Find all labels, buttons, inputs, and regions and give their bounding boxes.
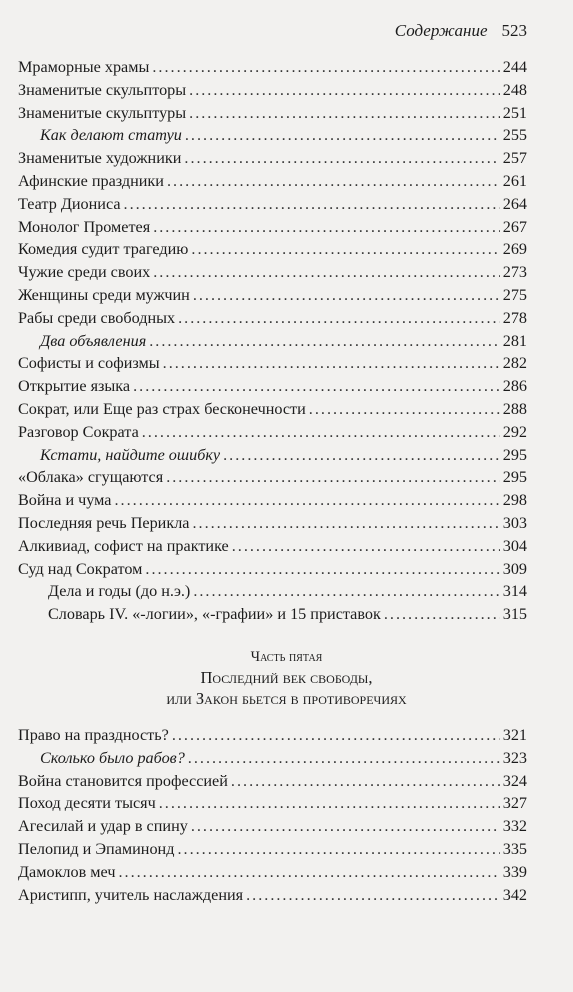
toc-entry-page: 304 — [502, 536, 527, 555]
dot-leader — [193, 582, 499, 601]
toc-entry-page: 244 — [502, 58, 527, 76]
toc-entry-page: 282 — [502, 354, 527, 373]
toc-entry — [18, 309, 527, 332]
part-label: Часть пятая — [250, 649, 323, 665]
toc-entry-page: 342 — [502, 885, 527, 904]
toc-entry-page: 323 — [502, 748, 527, 767]
dot-leader — [309, 400, 500, 419]
toc-entry — [18, 377, 527, 400]
running-header — [395, 21, 527, 41]
toc-entry-title: Разговор Сократа — [18, 422, 139, 441]
dot-leader — [231, 772, 500, 791]
dot-leader — [163, 354, 500, 373]
toc-entry — [18, 794, 527, 817]
toc-entry — [18, 886, 527, 909]
toc-entry-title: Последняя речь Перикла — [18, 513, 190, 532]
toc-entry-title: Алкивиад, софист на практике — [18, 536, 229, 555]
toc-entry-page: 295 — [502, 445, 527, 464]
toc-entry-title: Чужие среди своих — [18, 263, 151, 282]
part-title-line2: или Закон бьется в противоречиях — [166, 689, 407, 708]
toc-entry-page: 292 — [502, 422, 527, 441]
dot-leader — [185, 126, 500, 145]
toc-entry-title: Знаменитые скульптуры — [18, 103, 187, 122]
dot-leader — [124, 195, 500, 214]
toc-entry-title: Открытие языка — [18, 377, 131, 396]
dot-leader — [192, 514, 499, 533]
toc-entry — [18, 332, 527, 355]
toc-entry-page: 332 — [502, 817, 527, 836]
toc-entry-title: Словарь IV. «-логии», «-графии» и 15 приставок — [48, 605, 381, 624]
toc-entry-title: Война становится профессией — [18, 771, 228, 790]
dot-leader — [172, 726, 500, 745]
toc-entry-page: 288 — [502, 399, 527, 418]
dot-leader — [184, 149, 499, 168]
toc-entry — [18, 863, 527, 886]
page-number: 523 — [501, 21, 527, 40]
toc-entry-page: 278 — [502, 308, 527, 327]
toc-entry-page: 255 — [502, 126, 527, 145]
dot-leader — [153, 263, 499, 282]
toc-entry-title: Мраморные храмы — [18, 58, 150, 76]
toc-entry-page: 273 — [502, 263, 527, 282]
dot-leader — [384, 605, 500, 624]
toc-entry — [18, 749, 527, 772]
toc-entry — [18, 149, 527, 172]
toc-entry — [18, 400, 527, 423]
dot-leader — [178, 309, 500, 328]
toc-entry-page: 248 — [502, 80, 527, 99]
toc-entry-title: Комедия судит трагедию — [18, 240, 189, 259]
toc-entry-title: Рабы среди свободных — [18, 308, 176, 327]
dot-leader — [167, 172, 500, 191]
toc-entry-page: 327 — [502, 794, 527, 813]
toc-entry — [18, 491, 527, 514]
dot-leader — [149, 332, 499, 351]
dot-leader — [188, 749, 500, 768]
toc-entry-title: «Облака» сгущаются — [18, 468, 164, 487]
toc-entry-page: 261 — [502, 171, 527, 190]
toc-entry-title: Знаменитые художники — [18, 149, 182, 168]
toc-entry — [18, 446, 527, 469]
dot-leader — [166, 468, 500, 487]
toc-entry-title: Знаменитые скульпторы — [18, 80, 187, 99]
dot-leader — [115, 491, 500, 510]
toc-entry-page: 321 — [502, 726, 527, 744]
toc-entry — [18, 195, 527, 218]
dot-leader — [246, 886, 500, 905]
toc-entry — [18, 537, 527, 560]
dot-leader — [189, 104, 500, 123]
toc-entry-page: 314 — [502, 582, 527, 601]
toc-entry-page: 257 — [502, 149, 527, 168]
toc-entry-page: 324 — [502, 771, 527, 790]
toc-list-part-four — [18, 58, 527, 628]
toc-entry-page: 269 — [502, 240, 527, 259]
toc-entry-title: Дела и годы (до н.э.) — [48, 582, 191, 601]
toc-entry-title: Право на праздность? — [18, 726, 169, 744]
section-title: Содержание — [394, 21, 488, 40]
dot-leader — [159, 794, 500, 813]
toc-entry — [18, 726, 527, 749]
toc-entry — [18, 240, 527, 263]
toc-entry-title: Война и чума — [18, 491, 112, 510]
dot-leader — [193, 286, 500, 305]
toc-entry-page: 309 — [502, 559, 527, 578]
toc-entry-title: Как делают статуи — [40, 126, 182, 145]
toc-entry — [18, 286, 527, 309]
toc-entry — [18, 218, 527, 241]
dot-leader — [189, 81, 500, 100]
dot-leader — [142, 423, 500, 442]
toc-entry — [18, 817, 527, 840]
dot-leader — [191, 817, 500, 836]
toc-entry — [18, 58, 527, 81]
toc-entry-title: Дамоклов меч — [18, 862, 116, 881]
toc-entry-title: Пелопид и Эпаминонд — [18, 839, 175, 858]
toc-entry — [18, 354, 527, 377]
toc-entry-title: Два объявления — [40, 331, 147, 350]
dot-leader — [118, 863, 499, 882]
toc-entry-title: Женщины среди мужчин — [18, 285, 190, 304]
toc-entry — [18, 605, 527, 628]
dot-leader — [232, 537, 500, 556]
toc-entry-title: Аристипп, учитель наслаждения — [18, 885, 244, 904]
toc-entry — [18, 81, 527, 104]
toc-entry-title: Монолог Прометея — [18, 217, 151, 236]
toc-entry-page: 298 — [502, 491, 527, 510]
toc-entry — [18, 514, 527, 537]
dot-leader — [152, 58, 499, 77]
toc-entry — [18, 126, 527, 149]
toc-entry-page: 267 — [502, 217, 527, 236]
dot-leader — [191, 240, 499, 259]
dot-leader — [153, 218, 500, 237]
part-heading — [0, 647, 573, 709]
toc-entry-title: Суд над Сократом — [18, 559, 143, 578]
toc-entry-page: 339 — [502, 862, 527, 881]
toc-entry-page: 251 — [502, 103, 527, 122]
dot-leader — [133, 377, 500, 396]
toc-entry-title: Софисты и софизмы — [18, 354, 160, 373]
toc-entry-page: 303 — [502, 513, 527, 532]
toc-entry — [18, 560, 527, 583]
toc-entry — [18, 468, 527, 491]
toc-entry-page: 335 — [502, 839, 527, 858]
toc-entry — [18, 104, 527, 127]
toc-list-part-five — [18, 726, 527, 908]
toc-entry-page: 295 — [502, 468, 527, 487]
dot-leader — [145, 560, 499, 579]
toc-entry — [18, 582, 527, 605]
toc-entry — [18, 840, 527, 863]
toc-entry — [18, 772, 527, 795]
toc-entry-page: 264 — [502, 194, 527, 213]
toc-entry-page: 275 — [502, 285, 527, 304]
toc-entry — [18, 423, 527, 446]
part-title-line1: Последний век свободы, — [200, 668, 373, 687]
dot-leader — [177, 840, 499, 859]
toc-entry-title: Афинские праздники — [18, 171, 164, 190]
toc-entry-title: Сократ, или Еще раз страх бесконечности — [18, 399, 306, 418]
toc-entry-title: Кстати, найдите ошибку — [40, 445, 221, 464]
toc-entry-page: 315 — [502, 605, 527, 624]
toc-entry-page: 281 — [502, 331, 527, 350]
toc-entry-title: Сколько было рабов? — [40, 748, 185, 767]
toc-entry-page: 286 — [502, 377, 527, 396]
toc-entry-title: Театр Диониса — [18, 194, 121, 213]
toc-entry — [18, 263, 527, 286]
dot-leader — [223, 446, 500, 465]
toc-entry-title: Поход десяти тысяч — [18, 794, 156, 813]
toc-entry-title: Агесилай и удар в спину — [18, 817, 188, 836]
toc-entry — [18, 172, 527, 195]
